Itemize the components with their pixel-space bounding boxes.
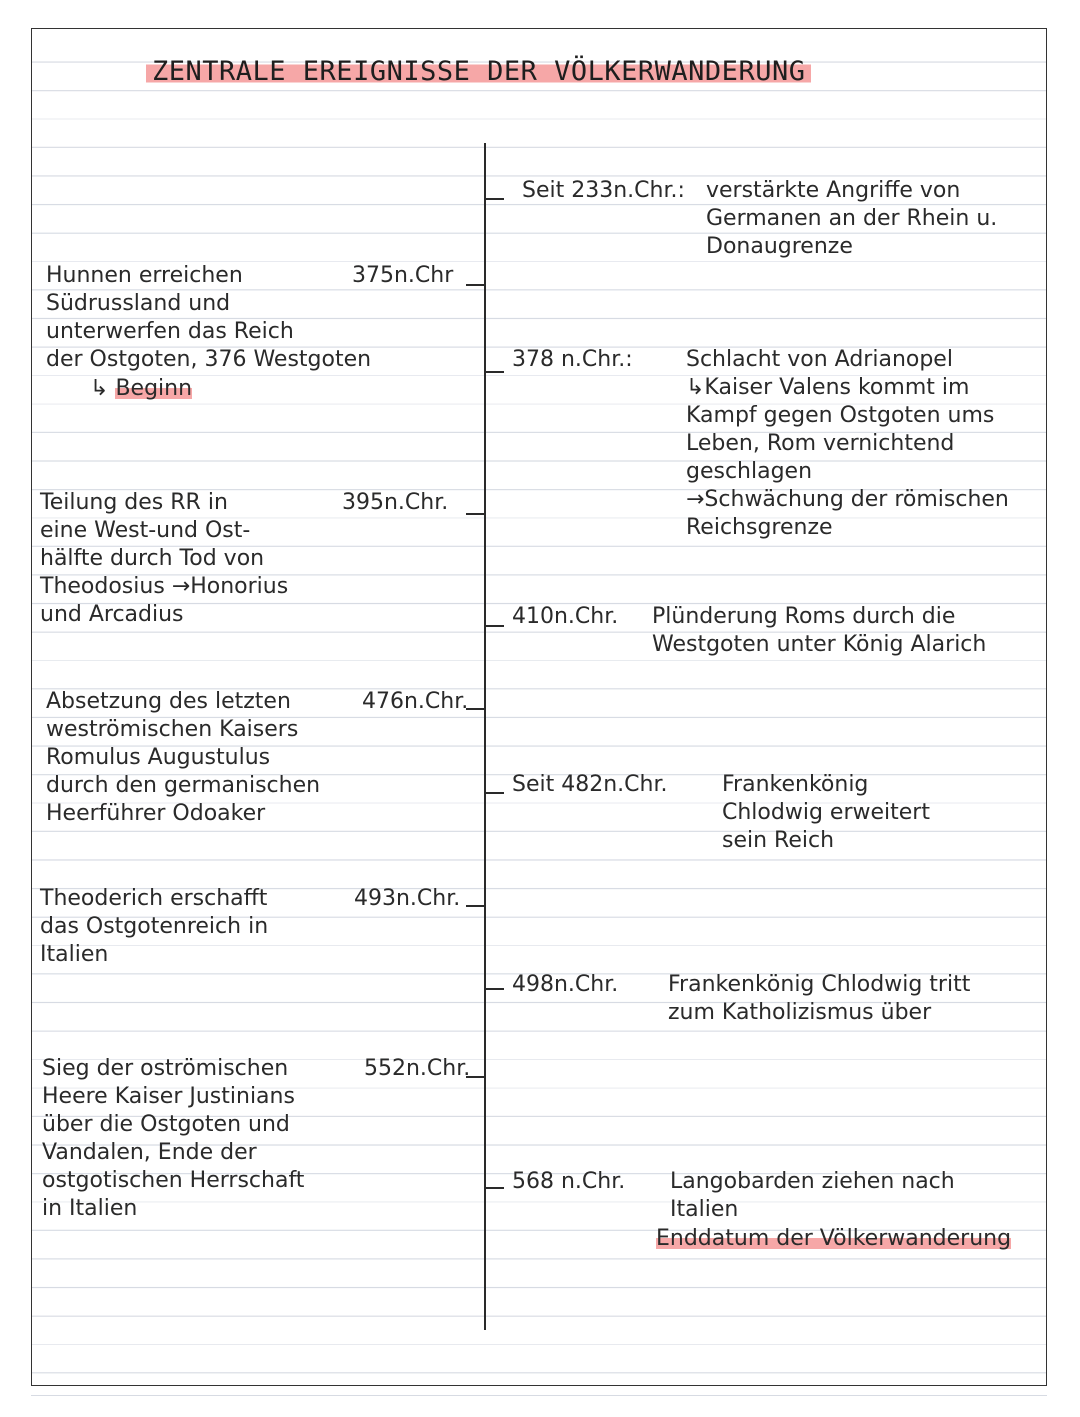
timeline-tick xyxy=(484,988,504,990)
event-date: 476n.Chr. xyxy=(362,689,469,714)
event-date: 498n.Chr. xyxy=(512,972,619,997)
event-date: Seit 233n.Chr.: xyxy=(522,178,685,203)
event-description: Plünderung Roms durch die Westgoten unter König Alarich xyxy=(652,604,987,657)
event-date: 568 n.Chr. xyxy=(512,1169,626,1194)
event-description: Langobarden ziehen nach Italien xyxy=(670,1169,955,1222)
event-description: Teilung des RR in eine West-und Ost- hälfte durch Tod von Theodosius →Honorius und Arcadius xyxy=(40,490,289,627)
end-date-note: Enddatum der Völkerwanderung xyxy=(656,1226,1012,1251)
timeline-tick xyxy=(484,198,504,200)
timeline-tick xyxy=(484,792,504,794)
timeline-tick xyxy=(466,905,486,907)
event-date: 493n.Chr. xyxy=(354,886,461,911)
timeline-tick xyxy=(484,625,504,627)
timeline-tick xyxy=(484,1187,504,1189)
arrow-icon: ↳ xyxy=(90,376,109,401)
timeline-tick xyxy=(466,708,486,710)
event-date: 552n.Chr. xyxy=(364,1056,471,1081)
event-date: 375n.Chr xyxy=(352,263,454,288)
page-bottom-rule xyxy=(31,1395,1047,1396)
event-date: 378 n.Chr.: xyxy=(512,347,633,372)
event-description: verstärkte Angriffe von Germanen an der Rhein u. Donaugrenze xyxy=(706,178,998,259)
event-description: Frankenkönig Chlodwig erweitert sein Reich xyxy=(722,772,930,853)
event-description: Theoderich erschafft das Ostgotenreich in Italien xyxy=(40,886,269,967)
event-date: 410n.Chr. xyxy=(512,604,619,629)
event-subnote xyxy=(90,375,192,403)
timeline-tick xyxy=(484,371,504,373)
event-date: 395n.Chr. xyxy=(342,490,449,515)
event-description: Frankenkönig Chlodwig tritt zum Katholizismus über xyxy=(668,972,971,1025)
timeline-axis xyxy=(484,143,486,1330)
event-description: Hunnen erreichen Südrussland und unterwerfen das Reich der Ostgoten, 376 Westgoten xyxy=(46,263,372,372)
event-date: Seit 482n.Chr. xyxy=(512,772,668,797)
timeline-tick xyxy=(466,284,486,286)
beginning-highlight: Beginn xyxy=(115,376,193,401)
event-description: Schlacht von Adrianopel ↳Kaiser Valens kommt im Kampf gegen Ostgoten ums Leben, Rom vernichtend geschlagen →Schwächung der römischen Reichsgrenze xyxy=(686,347,1009,540)
event-description: Absetzung des letzten weströmischen Kaisers Romulus Augustulus durch den germanischen Heerführer Odoaker xyxy=(46,689,321,826)
event-description: Sieg der oströmischen Heere Kaiser Justinians über die Ostgoten und Vandalen, Ende der ostgotischen Herrschaft in Italien xyxy=(42,1056,305,1221)
page-title: ZENTRALE EREIGNISSE DER VÖLKERWANDERUNG xyxy=(146,56,811,87)
timeline-tick xyxy=(466,513,486,515)
